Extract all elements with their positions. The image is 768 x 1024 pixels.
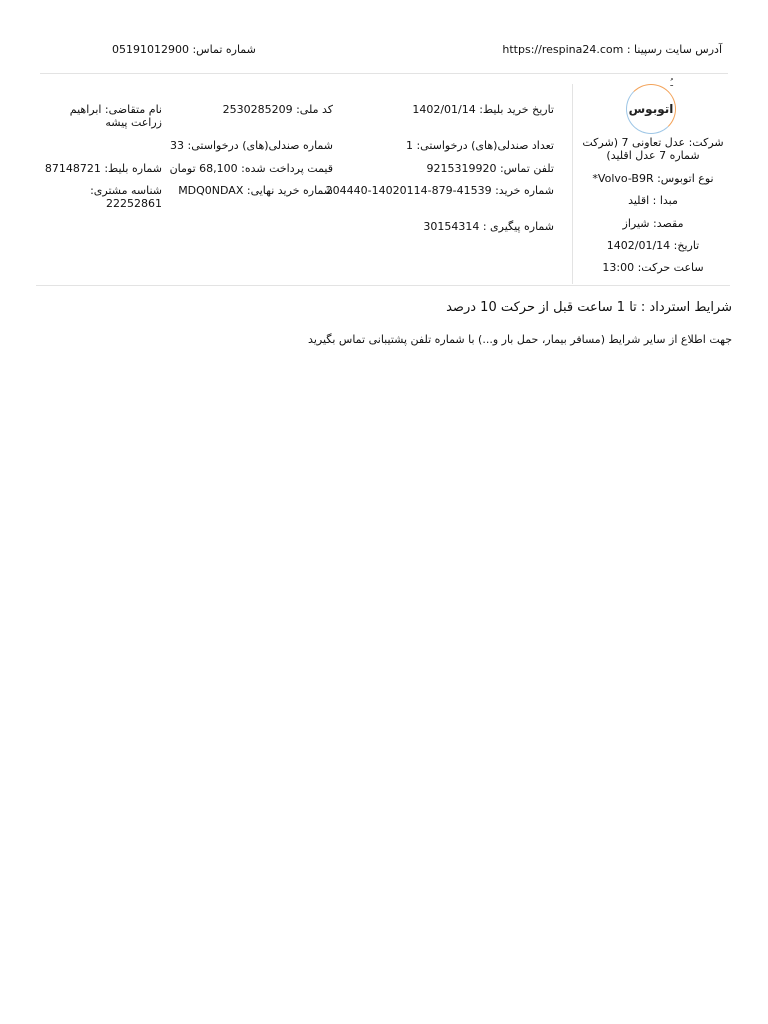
site-address: آدرس سایت رسپینا : https://respina24.com [502,43,722,56]
purchase-date: تاریخ خرید بلیط: 1402/01/14 [412,103,554,116]
support-note: جهت اطلاع از سایر شرایط (مسافر بیمار، حمل بار و...) با شماره تلفن پشتیبانی تماس بگیرید [308,333,732,346]
national-code: کد ملی: 2530285209 [222,103,333,116]
section-divider [36,285,730,286]
trip-date: تاریخ: 1402/01/14 [606,239,700,252]
applicant-name: نام متقاضی: ابراهیم زراعت پیشه [69,103,162,129]
tracking-number: شماره پیگیری : 30154314 [423,220,554,233]
origin: مبدا : اقلید [628,194,678,207]
contact-phone: تلفن تماس: 9215319920 [426,162,554,175]
column-divider [572,84,573,284]
seat-numbers: شماره صندلی(های) درخواستی: 33 [170,139,333,152]
final-purchase-number: شماره خرید نهایی: MDQ0NDAX [178,184,333,197]
bus-logo-icon [626,79,676,134]
bus-type: نوع اتوبوس: Volvo-B9R* [592,172,714,185]
logo-mark: ـُ [670,79,673,89]
ticket-number: شماره بلیط: 87148721 [44,162,162,175]
customer-id: شناسه مشتری: 22252861 [90,184,162,210]
purchase-number: شماره خرید: 41539-879-14020114-204440 [325,184,554,197]
logo-text: اتوبوس [628,102,674,116]
contact-phone-header: شماره تماس: 05191012900 [112,43,256,56]
paid-price: قیمت پرداخت شده: 68,100 تومان [169,162,333,175]
company-name: شرکت: عدل تعاونی 7 (شرکت شماره 7 عدل اقلید) [582,136,724,162]
destination: مقصد: شیراز [622,217,684,230]
header-divider [40,73,728,74]
refund-terms: شرایط استرداد : تا 1 ساعت قبل از حرکت 10 درصد [446,300,732,315]
seat-count: تعداد صندلی(های) درخواستی: 1 [405,139,554,152]
departure-time: ساعت حرکت: 13:00 [602,261,704,274]
